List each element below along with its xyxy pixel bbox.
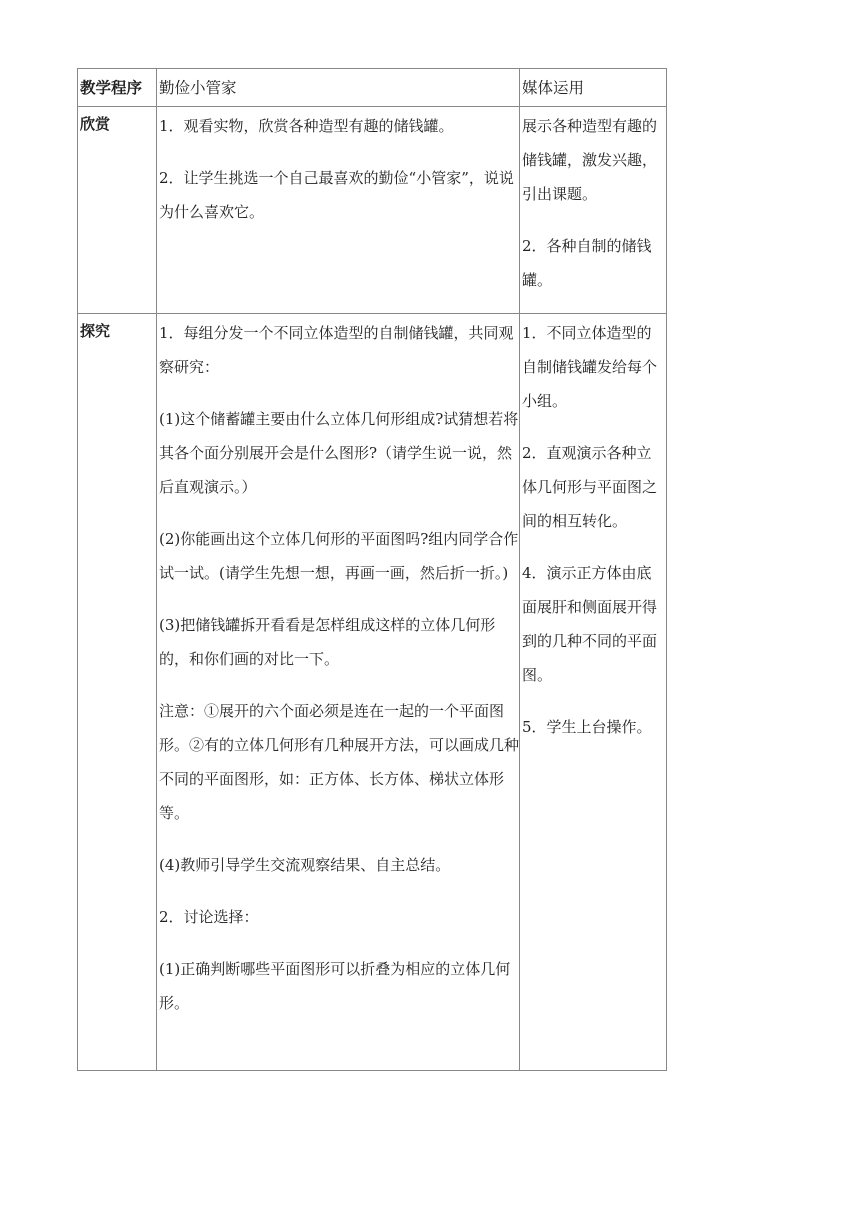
table-row: [78, 314, 667, 1071]
table-row: [78, 107, 667, 314]
media-paragraph: 2．各种自制的储钱罐。: [522, 237, 652, 289]
media-paragraph: 2．直观演示各种立体几何形与平面图之间的相互转化。: [522, 444, 658, 530]
media-paragraph: 展示各种造型有趣的储钱罐，激发兴趣，引出课题。: [522, 117, 658, 203]
activity-paragraph: (1)这个储蓄罐主要由什么立体几何形组成?试猜想若将其各个面分别展开会是什么图形?（请学生说一说，然后直观演示。）: [159, 410, 519, 496]
activity-paragraph: (1)正确判断哪些平面图形可以折叠为相应的立体几何形。: [159, 960, 511, 1012]
media-cell: [520, 314, 667, 1071]
lesson-plan-table: [77, 68, 667, 1071]
activity-paragraph: 1．观看实物，欣赏各种造型有趣的储钱罐。: [159, 117, 454, 135]
activity-paragraph: 2．让学生挑选一个自己最喜欢的勤俭“小管家”，说说为什么喜欢它。: [159, 169, 514, 221]
stage-label: 探究: [78, 314, 157, 1071]
activity-paragraph: 2．讨论选择：: [159, 908, 259, 926]
media-cell: [520, 107, 667, 314]
media-paragraph: 5．学生上台操作。: [522, 718, 652, 736]
activity-paragraph: (3)把储钱罐拆开看看是怎样组成这样的立体几何形的，和你们画的对比一下。: [159, 616, 496, 668]
activity-paragraph: 1．每组分发一个不同立体造型的自制储钱罐，共同观察研究：: [159, 324, 514, 376]
activities-cell: [157, 314, 520, 1071]
header-procedure: 教学程序: [78, 69, 157, 107]
activity-paragraph: (4)教师引导学生交流观察结果、自主总结。: [159, 856, 451, 874]
activities-cell: [157, 107, 520, 314]
header-title: 勤俭小管家: [157, 69, 520, 107]
activity-paragraph: (2)你能画出这个立体几何形的平面图吗?组内同学合作试一试。(请学生先想一想，再画一画，然后折一折。): [159, 530, 519, 582]
stage-label: 欣赏: [78, 107, 157, 314]
media-paragraph: 4．演示正方体由底面展肝和侧面展开得到的几种不同的平面图。: [522, 564, 658, 684]
header-media: 媒体运用: [520, 69, 667, 107]
activity-paragraph: 注意：①展开的六个面必须是连在一起的一个平面图形。②有的立体几何形有几种展开方法，可以画成几种不同的平面图形，如：正方体、长方体、梯状立体形等。: [159, 702, 520, 822]
media-paragraph: 1．不同立体造型的自制储钱罐发给每个小组。: [522, 324, 658, 410]
table-header-row: [78, 69, 667, 107]
